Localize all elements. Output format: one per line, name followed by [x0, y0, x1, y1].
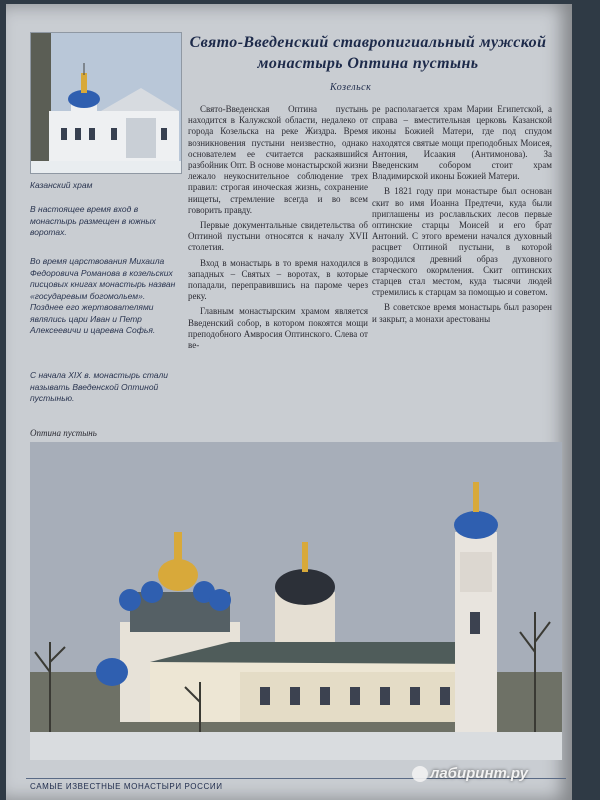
paragraph: Свято-Введенская Оптина пустынь находится в Калужской области, недалеко от города Козельска на реке Жиздра. Время возникновения пустыни неизвестно, однако основателем ее считается раскаявшийся разбойник Опт. В основе монастырской жизни лежало неукоснительное соблюдение трех правил: строгая иноческая жизнь, сохранение нищеты, стремление всегда и во всем говорить правду. — [188, 104, 368, 215]
side-note-name: С начала XIX в. монастырь стали называть Введенской Оптиной пустынью. — [30, 370, 168, 403]
kazan-church-photo — [30, 32, 182, 174]
text-column-left — [188, 104, 368, 355]
city-label: Козельск — [330, 82, 372, 93]
text-column-right — [372, 104, 552, 329]
paragraph: В 1821 году при монастыре был основан скит во имя Иоанна Предтечи, куда были приглашены из рославльских лесов первые оптинские старцы Моисей и его брат Антоний. С этого времени начался духовный расцвет Оптиной пустыни, в которой возродился древний образ духовного старческого окормления. Скит оптинских старцев стал местом, куда тысячи людей стремились к старцам за помощью и советом. — [372, 186, 552, 298]
side-note-history: Во время царствования Михаила Федоровича Романова в козельских писцовых книгах монастырь назван «государевым богомольем». Позднее его жертвователями являлись цари Иван и Петр Алексеевичи и царевна Софья. — [30, 256, 176, 335]
labirint-logo-icon — [412, 766, 428, 782]
paragraph: Главным монастырским храмом является Введенский собор, в котором покоятся мощи преподобного Амвросия Оптинского. Слева от ве- — [188, 306, 368, 351]
paragraph: Первые документальные свидетельства об Оптиной пустыни относятся к началу XVII столетия. — [188, 220, 368, 253]
paragraph: В советское время монастырь был разорен и закрыт, а монахи арестованы — [372, 302, 552, 324]
side-note-entrance: В настоящее время вход в монастырь размещен в южных воротах. — [30, 204, 156, 237]
footer-running-title: САМЫЕ ИЗВЕСТНЫЕ МОНАСТЫРИ РОССИИ — [30, 782, 223, 791]
paragraph: Вход в монастырь в то время находился в западных – Святых – воротах, в которые попадали, переправившись на пароме через реку. — [188, 257, 368, 302]
page-title: Свято-Введенский ставропигиальный мужской монастырь Оптина пустынь — [189, 34, 547, 72]
top-photo-caption: Казанский храм — [30, 180, 93, 190]
watermark: лабиринт.ру — [430, 765, 528, 782]
main-photo-caption: Оптина пустынь — [30, 428, 97, 438]
optina-monastery-photo — [30, 442, 562, 760]
paragraph: ре располагается храм Марии Египетской, а справа – вместительная церковь Казанской иконы Божией Матери, где под спудом находятся святые мощи преподобных Моисея, Антония, Исаакия (Антимонова). За Введенским собором стоит храм Владимирской иконы Божией Матери. — [372, 104, 552, 182]
